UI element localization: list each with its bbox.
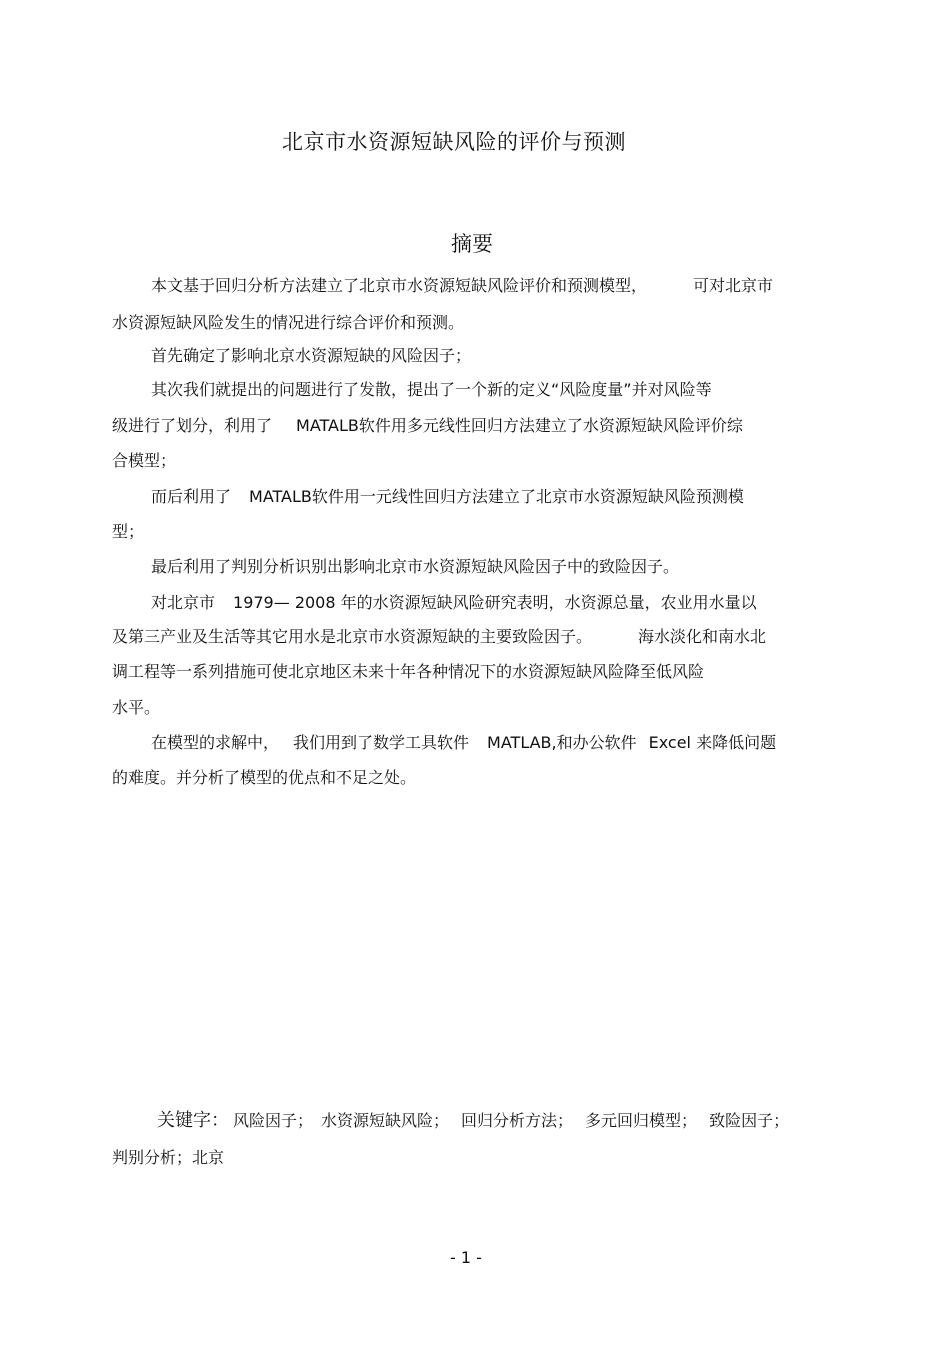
keywords-line <box>157 1106 789 1132</box>
text-segment: 合模型； <box>112 451 177 470</box>
abstract-line <box>112 522 144 542</box>
text-segment: 首先确定了影响北京水资源短缺的风险因子； <box>151 346 472 365</box>
text-segment: 的难度。并分析了模型的优点和不足之处。 <box>112 768 417 787</box>
text-segment: MATALB软件用多元线性回归方法建立了水资源短缺风险评价综 <box>296 416 743 435</box>
text-segment: 级进行了划分，利用了 <box>112 416 273 435</box>
keyword: 水资源短缺风险； <box>321 1111 450 1130</box>
text-segment: 对北京市 <box>151 593 216 612</box>
abstract-line <box>151 733 776 753</box>
abstract-line <box>151 557 679 577</box>
text-segment: 型； <box>112 522 145 541</box>
text-segment: 水资源短缺风险发生的情况进行综合评价和预测。 <box>112 313 465 332</box>
text-segment: 及第三产业及生活等其它用水是北京市水资源短缺的主要致险因子。 <box>112 627 593 646</box>
abstract-line <box>112 451 176 471</box>
page-number: - 1 - <box>450 1248 482 1267</box>
text-segment: 其次我们就提出的问题进行了发散，提出了一个新的定义“风险度量”并对风险等 <box>151 380 712 399</box>
document-title: 北京市水资源短缺风险的评价与预测 <box>282 130 626 154</box>
abstract-line <box>151 346 471 366</box>
abstract-line <box>151 380 712 400</box>
text-segment: Excel 来降低问题 <box>648 733 777 752</box>
keyword: 风险因子； <box>233 1111 314 1130</box>
keyword: 多元回归模型； <box>585 1111 698 1130</box>
text-segment: 海水淡化和南水北 <box>638 627 767 646</box>
abstract-line <box>112 698 160 718</box>
text-segment: 本文基于回归分析方法建立了北京市水资源短缺风险评价和预测模型， <box>151 276 648 295</box>
text-segment: 在模型的求解中， <box>151 733 280 752</box>
keyword: 致险因子； <box>709 1111 790 1130</box>
abstract-line <box>151 593 757 613</box>
text-segment: 我们用到了数学工具软件 <box>293 733 470 752</box>
keywords-continuation: 判别分析；北京 <box>112 1148 225 1167</box>
abstract-line <box>151 276 773 296</box>
abstract-line <box>112 627 766 647</box>
abstract-line <box>112 313 464 333</box>
abstract-line <box>112 416 743 436</box>
text-segment: 最后利用了判别分析识别出影响北京市水资源短缺风险因子中的致险因子。 <box>151 557 680 576</box>
abstract-line <box>112 662 704 682</box>
keywords-label: 关键字： <box>157 1110 229 1131</box>
text-segment: 1979— 2008 年的水资源短缺风险研究表明，水资源总量，农业用水量以 <box>233 593 757 612</box>
text-segment: 调工程等一系列措施可使北京地区未来十年各种情况下的水资源短缺风险降至低风险 <box>112 662 705 681</box>
text-segment: 而后利用了 <box>151 487 232 506</box>
text-segment: MATLAB,和办公软件 <box>487 733 637 752</box>
abstract-heading: 摘要 <box>451 232 493 256</box>
text-segment: 水平。 <box>112 698 161 717</box>
text-segment: MATALB软件用一元线性回归方法建立了北京市水资源短缺风险预测模 <box>249 487 744 506</box>
keyword: 回归分析方法； <box>461 1111 574 1130</box>
abstract-line <box>112 768 416 788</box>
abstract-line <box>151 487 744 507</box>
text-segment: 可对北京市 <box>693 276 774 295</box>
